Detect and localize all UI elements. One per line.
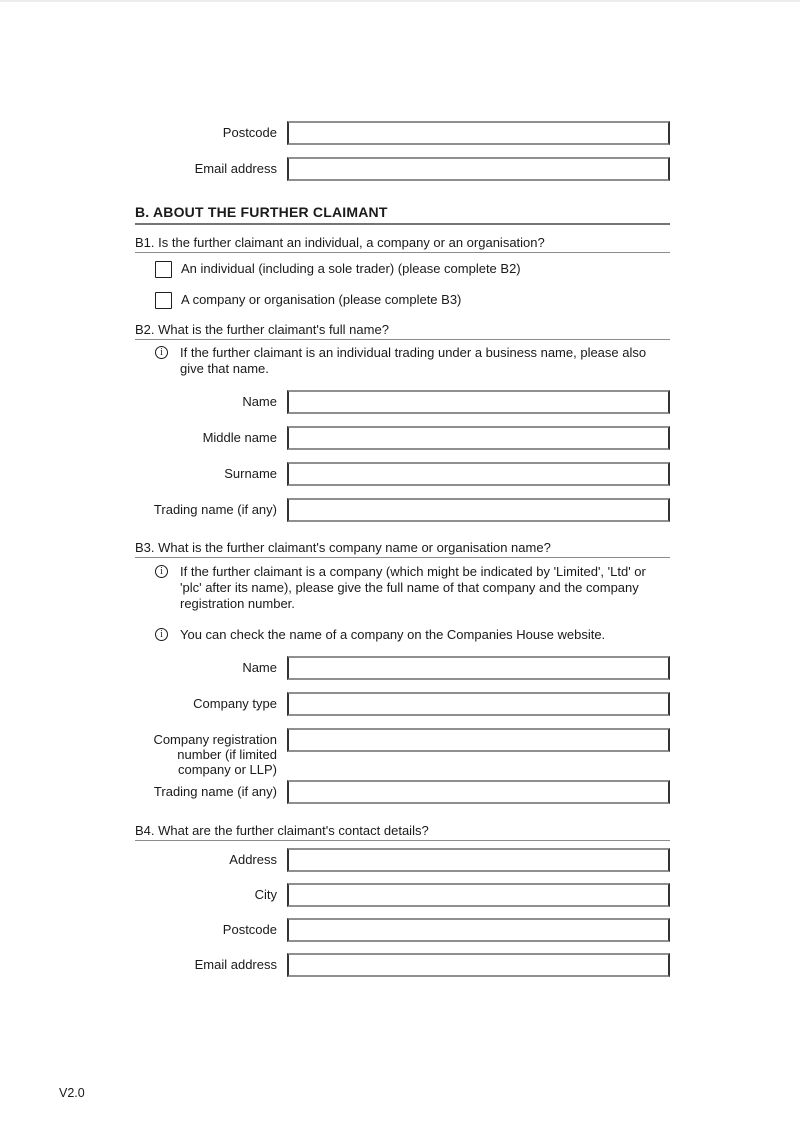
field-row <box>135 498 670 522</box>
field-label: Name <box>242 660 277 675</box>
field-label: City <box>254 887 277 902</box>
b2-middle-name-input[interactable] <box>287 426 670 450</box>
field-label: Middle name <box>202 430 277 445</box>
field-row <box>135 848 670 872</box>
field-label: Surname <box>224 466 277 481</box>
note-text: You can check the name of a company on the Companies House website. <box>180 627 606 642</box>
email-input-top[interactable] <box>287 157 670 181</box>
checkbox-company[interactable] <box>155 292 172 309</box>
b4-address-input[interactable] <box>287 848 670 872</box>
b3-name-input[interactable] <box>287 656 670 680</box>
option-company[interactable] <box>155 291 670 309</box>
info-icon: i <box>155 565 168 578</box>
b4-email-input[interactable] <box>287 953 670 977</box>
info-note-b3-1 <box>155 564 670 612</box>
field-label: Company registration number (if limited company or LLP) <box>153 732 277 777</box>
note-text: If the further claimant is an individual trading under a business name, please also give that name. <box>180 345 647 376</box>
field-row <box>135 121 670 145</box>
info-note-b2 <box>155 345 670 377</box>
question-b4: B4. What are the further claimant's contact details? <box>135 823 670 841</box>
postcode-input-top[interactable] <box>287 121 670 145</box>
field-label: Postcode <box>222 125 277 140</box>
b2-name-input[interactable] <box>287 390 670 414</box>
field-label: Postcode <box>222 922 277 937</box>
field-label: Trading name (if any) <box>153 784 277 799</box>
b3-company-type-input[interactable] <box>287 692 670 716</box>
question-b2: B2. What is the further claimant's full name? <box>135 322 670 340</box>
b3-company-registration-input[interactable] <box>287 728 670 752</box>
field-label: Trading name (if any) <box>153 502 277 517</box>
info-icon: i <box>155 346 168 359</box>
question-b3: B3. What is the further claimant's company name or organisation name? <box>135 540 670 558</box>
info-note-b3-2 <box>155 627 670 643</box>
field-row <box>135 656 670 680</box>
field-row <box>135 883 670 907</box>
field-row <box>135 426 670 450</box>
field-row <box>135 692 670 716</box>
field-row <box>135 918 670 942</box>
b4-fields <box>135 848 670 977</box>
field-label: Name <box>242 394 277 409</box>
field-row <box>135 728 670 777</box>
section-heading: B. ABOUT THE FURTHER CLAIMANT <box>135 204 670 225</box>
field-row <box>135 390 670 414</box>
b2-trading-name-input[interactable] <box>287 498 670 522</box>
question-b1: B1. Is the further claimant an individual, a company or an organisation? <box>135 235 670 253</box>
option-individual[interactable] <box>155 260 670 278</box>
b3-trading-name-input[interactable] <box>287 780 670 804</box>
note-text: If the further claimant is a company (which might be indicated by 'Limited', 'Ltd' or 'plc' after its name), please give the full name of that company and the company registration number. <box>180 564 646 611</box>
b4-city-input[interactable] <box>287 883 670 907</box>
field-label: Company type <box>193 696 277 711</box>
field-row <box>135 462 670 486</box>
version-label: V2.0 <box>59 1086 85 1100</box>
form-body <box>135 121 670 988</box>
field-row <box>135 780 670 804</box>
b2-surname-input[interactable] <box>287 462 670 486</box>
field-row <box>135 157 670 181</box>
field-label: Email address <box>194 161 277 176</box>
checkbox-individual[interactable] <box>155 261 172 278</box>
field-label: Address <box>229 852 277 867</box>
option-label: An individual (including a sole trader) (please complete B2) <box>181 261 521 276</box>
b2-fields <box>135 390 670 522</box>
b3-fields <box>135 656 670 804</box>
info-icon: i <box>155 628 168 641</box>
b4-postcode-input[interactable] <box>287 918 670 942</box>
field-row <box>135 953 670 977</box>
option-label: A company or organisation (please complete B3) <box>181 292 462 307</box>
field-label: Email address <box>194 957 277 972</box>
